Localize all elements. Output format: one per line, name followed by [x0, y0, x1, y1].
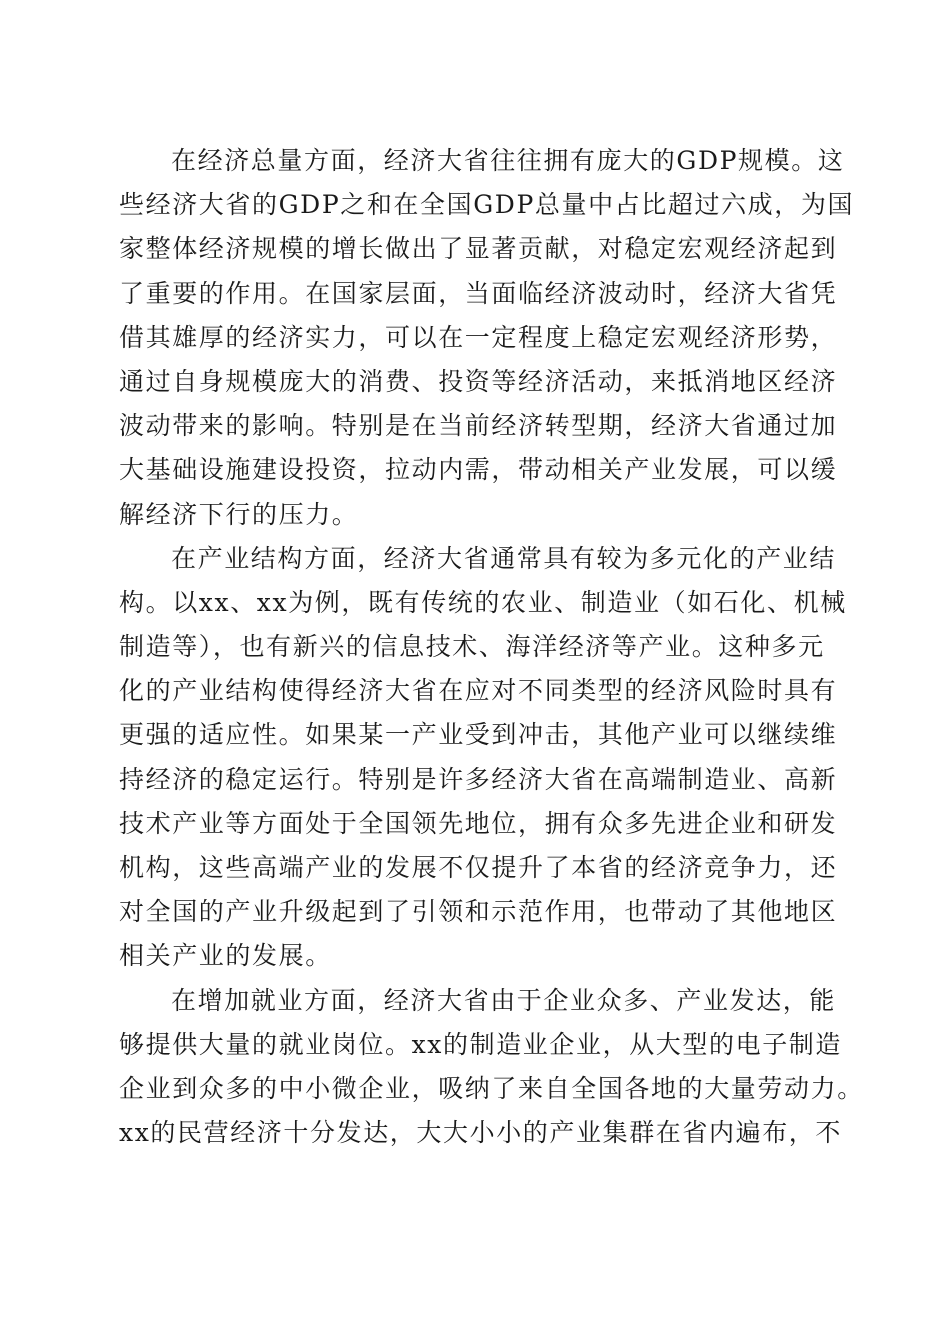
paragraph-1-line-4: 了重要的作用。在国家层面，当面临经济波动时，经济大省凭	[119, 278, 838, 308]
paragraph-2-line-8: 机构，这些高端产业的发展不仅提升了本省的经济竞争力，还	[119, 853, 838, 882]
paragraph-2-line-6: 持经济的稳定运行。特别是许多经济大省在高端制造业、高新	[119, 764, 838, 794]
paragraph-2-line-5: 更强的适应性。如果某一产业受到冲击，其他产业可以继续维	[119, 720, 838, 750]
paragraph-1-line-6: 通过自身规模庞大的消费、投资等经济活动，来抵消地区经济	[119, 366, 838, 396]
paragraph-2-line-1: 在产业结构方面，经济大省通常具有较为多元化的产业结	[171, 543, 837, 573]
paragraph-2-line-10: 相关产业的发展。	[119, 941, 332, 971]
paragraph-1-line-1: 在经济总量方面，经济大省往往拥有庞大的GDP规模。这	[171, 146, 845, 175]
paragraph-3-line-2: 够提供大量的就业岗位。xx的制造业企业，从大型的电子制造	[119, 1029, 843, 1059]
paragraph-2-line-7: 技术产业等方面处于全国领先地位，拥有众多先进企业和研发	[119, 808, 838, 838]
paragraph-1-line-2: 些经济大省的GDP之和在全国GDP总量中占比超过六成，为国	[119, 190, 855, 220]
paragraph-1-line-8: 大基础设施建设投资，拉动内需，带动相关产业发展，可以缓	[119, 455, 838, 485]
body-text	[119, 139, 864, 1155]
paragraph-2-line-3: 制造等），也有新兴的信息技术、海洋经济等产业。这种多元	[119, 632, 825, 662]
paragraph-2-line-2: 构。以xx、xx为例，既有传统的农业、制造业（如石化、机械	[119, 587, 847, 617]
paragraph-3-line-3: 企业到众多的中小微企业，吸纳了来自全国各地的大量劳动力。	[119, 1073, 864, 1103]
paragraph-1-line-9: 解经济下行的压力。	[119, 499, 359, 529]
paragraph-2-line-9: 对全国的产业升级起到了引领和示范作用，也带动了其他地区	[119, 897, 838, 927]
paragraph-3-line-4: xx的民营经济十分发达，大大小小的产业集群在省内遍布，不	[119, 1118, 843, 1148]
paragraph-1-line-3: 家整体经济规模的增长做出了显著贡献，对稳定宏观经济起到	[119, 234, 838, 264]
paragraph-1-line-7: 波动带来的影响。特别是在当前经济转型期，经济大省通过加	[119, 411, 838, 441]
paragraph-1-line-5: 借其雄厚的经济实力，可以在一定程度上稳定宏观经济形势，	[119, 322, 838, 352]
paragraph-2-line-4: 化的产业结构使得经济大省在应对不同类型的经济风险时具有	[119, 676, 838, 706]
paragraph-3-line-1: 在增加就业方面，经济大省由于企业众多、产业发达，能	[171, 985, 837, 1015]
